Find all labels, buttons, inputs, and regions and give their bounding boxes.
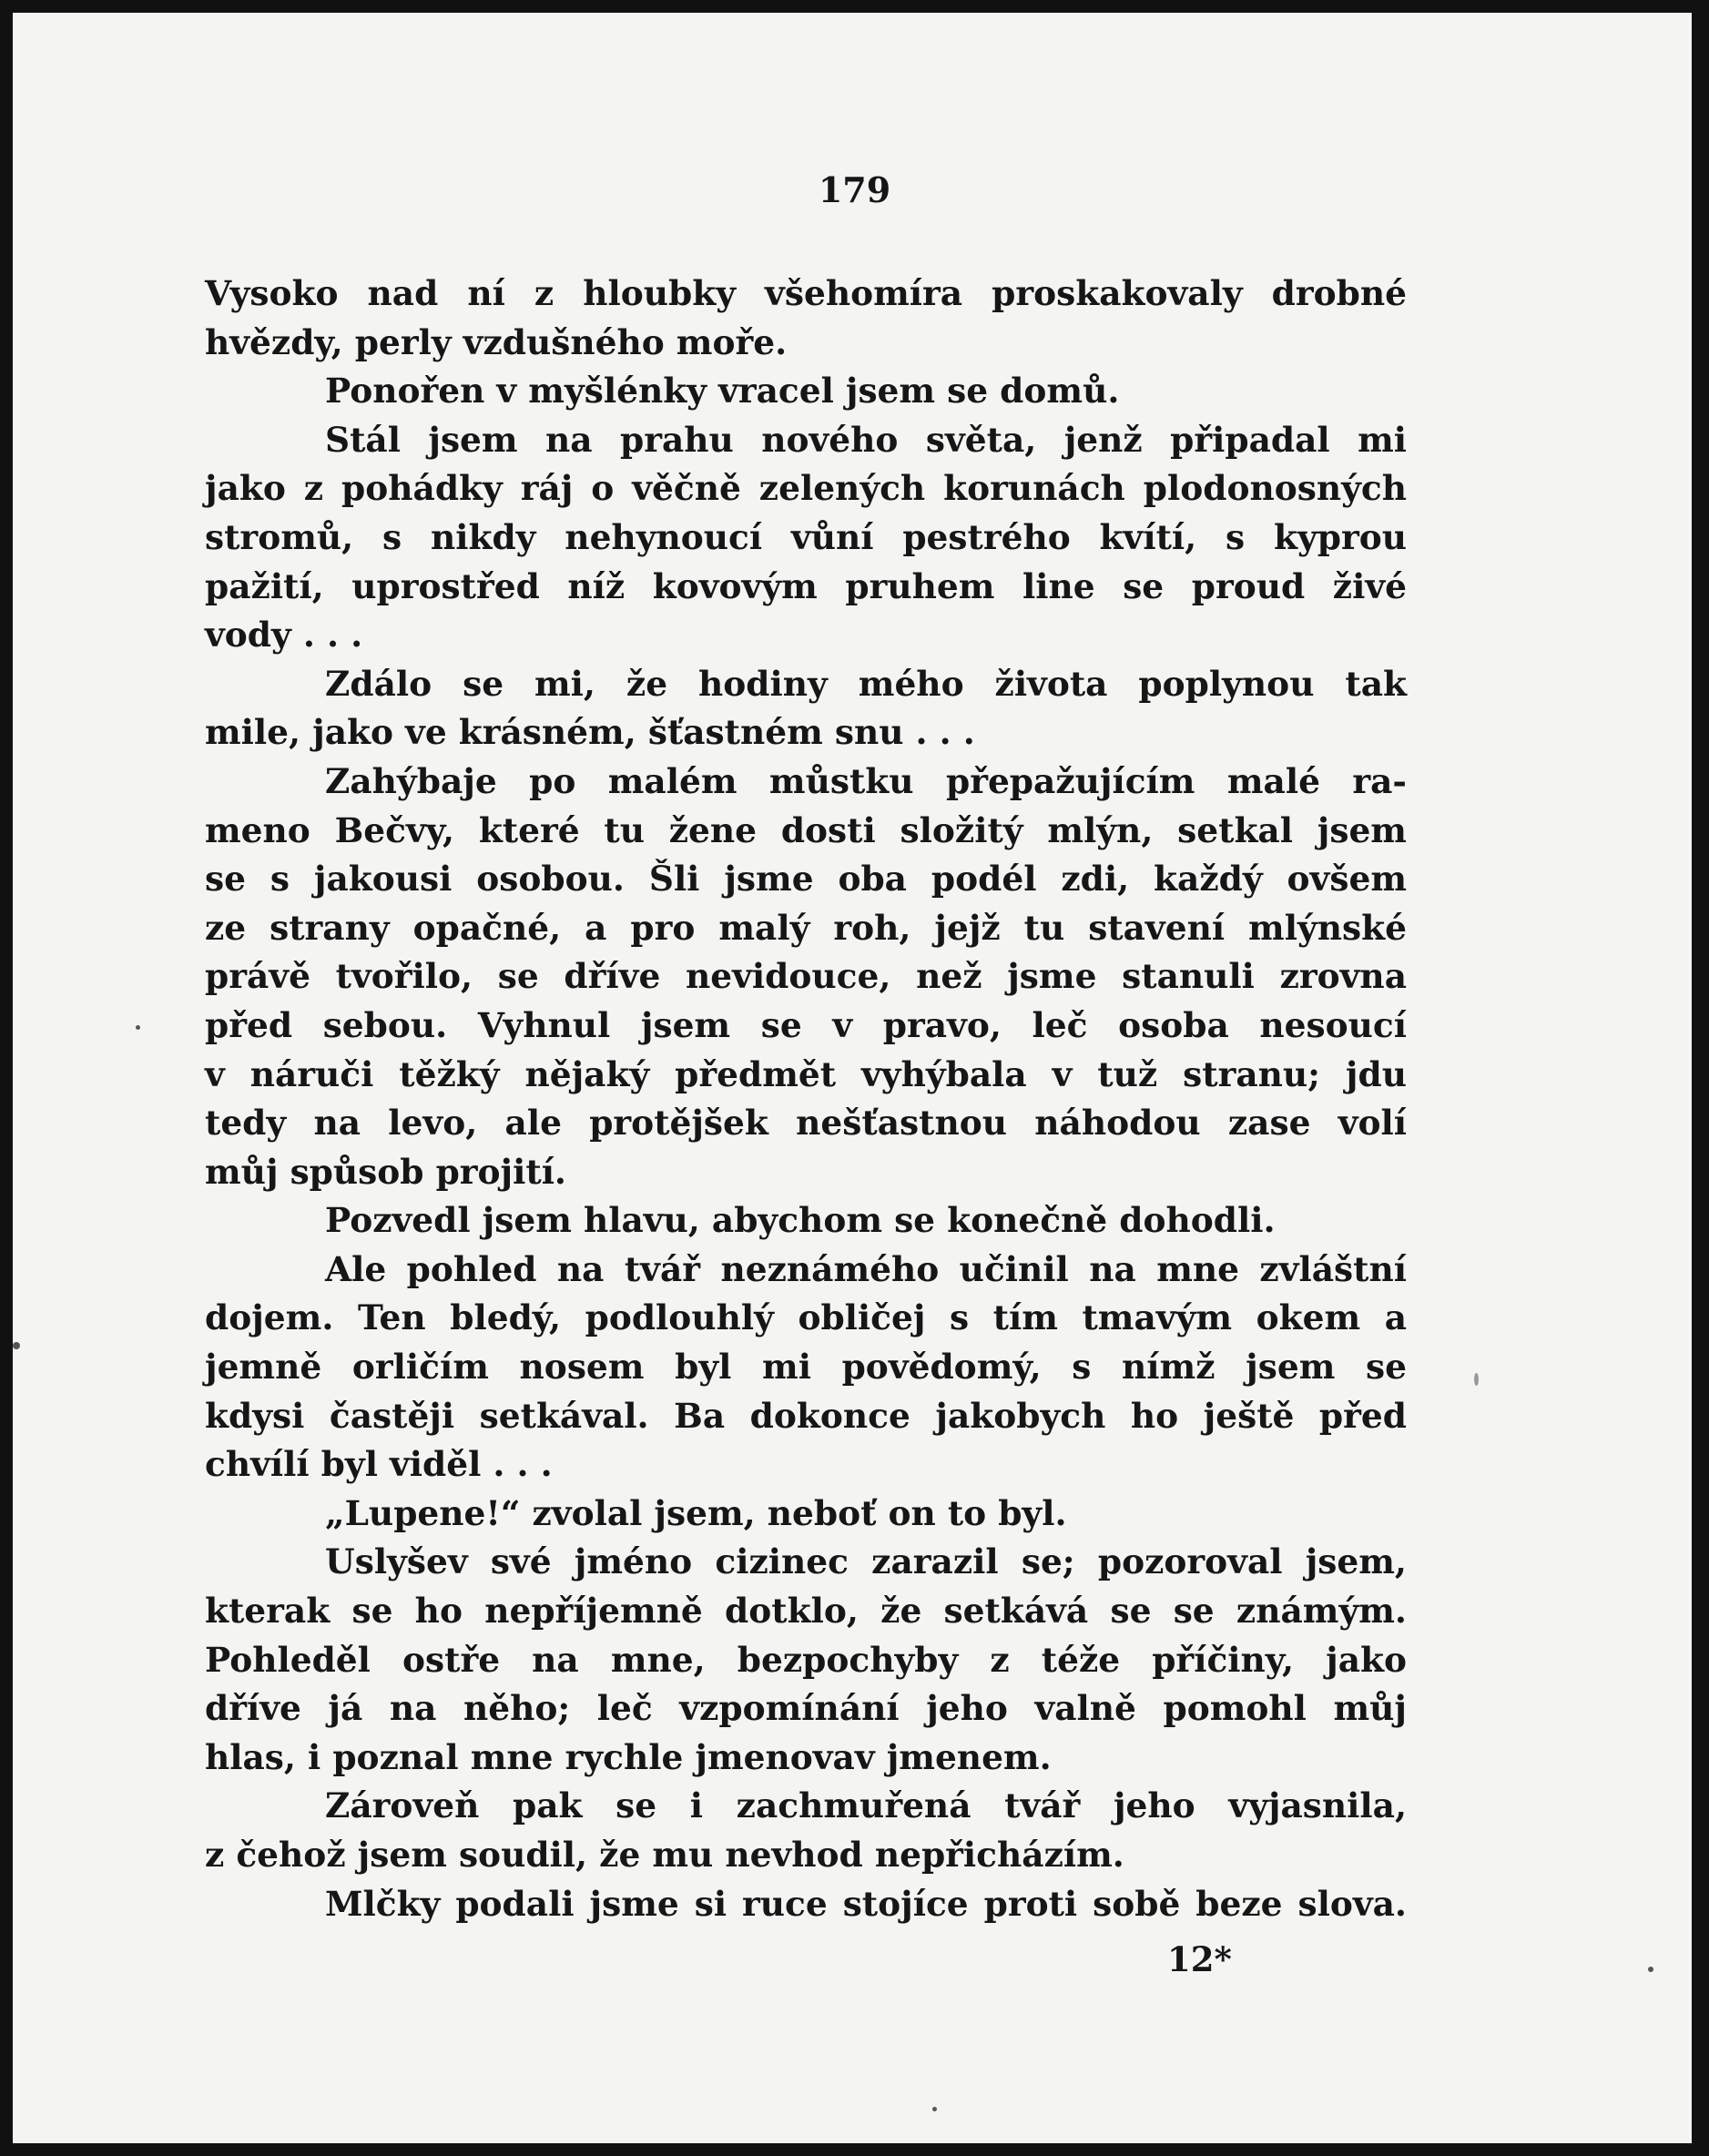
- text-line: pažití, uprostřed níž kovovým pruhem line se proud živé: [205, 565, 1407, 606]
- text-line: jako z pohádky ráj o věčně zelených korunách plodonosných: [205, 468, 1407, 509]
- text-line: tedy na levo, ale protějšek nešťastnou náhodou zase volí: [205, 1103, 1407, 1144]
- text-line: můj spůsob projití.: [205, 1151, 566, 1192]
- text-line: chvílí byl viděl . . .: [205, 1444, 553, 1485]
- page-number: 179: [818, 169, 891, 210]
- text-line: Pozvedl jsem hlavu, abychom se konečně dohodli.: [325, 1200, 1276, 1241]
- text-line: hlas, i poznal mne rychle jmenovav jmenem.: [205, 1736, 1052, 1777]
- scan-speck: [136, 1025, 140, 1030]
- text-line: dojem. Ten bledý, podlouhlý obličej s tím tmavým okem a: [205, 1297, 1407, 1338]
- text-line: jemně orličím nosem byl mi povědomý, s nímž jsem se: [205, 1347, 1407, 1388]
- text-line: kterak se ho nepříjemně dotklo, že setkává se se známým.: [205, 1591, 1407, 1632]
- text-line: Zahýbaje po malém můstku přepažujícím malé ra-: [325, 760, 1407, 801]
- text-line: „Lupene!“ zvolal jsem, neboť on to byl.: [325, 1492, 1067, 1533]
- text-line: z čehož jsem soudil, že mu nevhod nepřicházím.: [205, 1835, 1124, 1875]
- text-line: Vysoko nad ní z hloubky všehomíra proskakovaly drobné: [205, 273, 1407, 313]
- text-line: meno Bečvy, které tu žene dosti složitý mlýn, setkal jsem: [205, 809, 1407, 850]
- scan-speck: [932, 2107, 937, 2111]
- scan-speck: [13, 1342, 20, 1349]
- text-line: Pohleděl ostře na mne, bezpochyby z téže příčiny, jako: [205, 1639, 1407, 1680]
- text-line: vody . . .: [205, 615, 363, 656]
- text-line: hvězdy, perly vzdušného moře.: [205, 321, 788, 362]
- text-line: Zdálo se mi, že hodiny mého života poplynou tak: [325, 663, 1407, 704]
- text-line: Stál jsem na prahu nového světa, jenž připadal mi: [325, 419, 1407, 460]
- text-line: v náruči těžký nějaký předmět vyhýbala v tuž stranu; jdu: [205, 1053, 1407, 1094]
- text-line: Ale pohled na tvář neznámého učinil na mne zvláštní: [325, 1248, 1407, 1289]
- signature-mark: 12*: [1167, 1939, 1232, 1979]
- text-line: stromů, s nikdy nehynoucí vůní pestrého kvítí, s kyprou: [205, 516, 1407, 557]
- text-line: Ponořen v myšlénky vracel jsem se domů.: [325, 371, 1120, 412]
- text-line: před sebou. Vyhnul jsem se v pravo, leč osoba nesoucí: [205, 1004, 1407, 1045]
- text-line: právě tvořilo, se dříve nevidouce, než jsme stanuli zrovna: [205, 956, 1407, 997]
- text-line: Uslyšev své jméno cizinec zarazil se; pozoroval jsem,: [325, 1541, 1407, 1582]
- body-text: [205, 270, 1407, 1928]
- text-line: se s jakousi osobou. Šli jsme oba podél zdi, každý ovšem: [205, 859, 1407, 900]
- text-line: dříve já na něho; leč vzpomínání jeho valně pomohl můj: [205, 1688, 1407, 1729]
- text-line: ze strany opačné, a pro malý roh, jejž tu stavení mlýnské: [205, 907, 1407, 948]
- text-line: mile, jako ve krásném, šťastném snu . . .: [205, 712, 975, 753]
- text-line: Mlčky podali jsme si ruce stojíce proti sobě beze slova.: [325, 1883, 1407, 1924]
- scan-speck: [1474, 1373, 1479, 1386]
- text-line: Zároveň pak se i zachmuřená tvář jeho vyjasnila,: [325, 1785, 1407, 1826]
- scan-speck: [1648, 1967, 1653, 1972]
- text-line: kdysi častěji setkával. Ba dokonce jakobych ho ještě před: [205, 1395, 1407, 1436]
